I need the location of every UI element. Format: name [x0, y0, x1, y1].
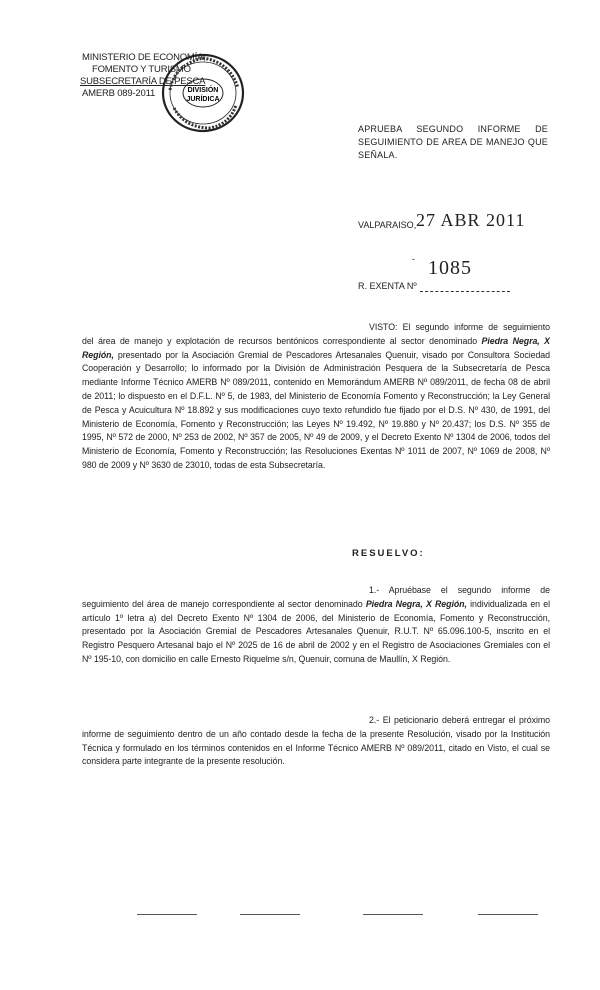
exenta-number: 1085: [428, 257, 472, 279]
item-2-text: 2.- El peticionario deberá entregar el próximo informe de seguimiento dentro de un año contado desde la fecha de la presente Resolución, visado por la Institución Técnica y formulado en los términos contenidos en el Informe Técnico AMERB Nº 089/2011, citado en Visto, el cual se considera parte integrante de la presente resolución.: [82, 715, 550, 767]
signature-line-3: [363, 914, 423, 915]
svg-text:DIVISIÓN: DIVISIÓN: [187, 87, 219, 94]
subsecretaria-line: SUBSECRETARÍA DE PESCA: [80, 76, 206, 87]
place-label: VALPARAISO,: [358, 220, 417, 230]
exenta-label: R. EXENTA Nº: [358, 281, 417, 291]
signature-line-1: [137, 914, 197, 915]
svg-text:JURÍDICA: JURÍDICA: [186, 96, 220, 103]
exenta-underline: [420, 291, 510, 292]
visto-text: El segundo informe de seguimiento del área de manejo y explotación de recursos bentónicos correspondiente al sector denominado: [82, 322, 550, 346]
date-stamp: 27 ABR 2011: [416, 210, 526, 230]
visto-tail: presentado por la Asociación Gremial de Pescadores Artesanales Quenuir, visado por Consultora Sociedad Cooperación y Desarrollo; lo informado por la División de Administración Pesquera de la Subsecretaría de Pesca mediante Informe Técnico AMERB Nº 089/2011, contenido en Memorándum AMERB Nº 089/2011, de fecha 08 de abril de 2011; lo dispuesto en el D.F.L. Nº 5, de 1983, del Ministerio de Economía Fomento y Reconstrucción; la Ley General de Pesca y Acuicultura Nº 18.892 y sus modificaciones cuyo texto refundido fue fijado por el D.S. Nº 430, de 1991, del Ministerio de Economía, Fomento y Reconstrucción; las Leyes Nº 19.492, Nº 19.880 y Nº 20.437; los D.S. Nº 355 de 1995, Nº 572 de 2000, Nº 253 de 2002, Nº 357 de 2005, Nº 49 de 2009, y el Decreto Exento Nº 1304 de 2006, todos del Ministerio de Economía, Fomento y Reconstrucción; las Resoluciones Exentas Nº 1011 de 2007, Nº 1069 de 2008, Nº 980 de 2009 y Nº 3630 de 23010, todas de esta Subsecretaría.: [82, 349, 550, 470]
visto-lead: VISTO:: [369, 322, 398, 332]
division-juridica-seal-icon: [160, 50, 246, 136]
date-mark: -: [412, 254, 415, 264]
item-2-paragraph: [82, 714, 550, 769]
visto-paragraph: [82, 321, 550, 473]
ministry-line: MINISTERIO DE ECONOMÍA,: [82, 52, 206, 63]
item-1-lead: 1.- Apruébase el segundo informe de seguimiento del área de manejo correspondiente al sector denominado: [82, 585, 550, 609]
resuelvo-heading: RESUELVO:: [352, 548, 425, 559]
visto-sector: Piedra Negra, X Región,: [82, 335, 550, 360]
signature-line-2: [240, 914, 300, 915]
item-1-tail: individualizada en el artículo 1º letra a) del Decreto Exento Nº 1304 de 2006, del Ministerio de Economía, Fomento y Reconstrucción, presentado por la Asociación Gremial de Pescadores Artesanales Quenuir, R.U.T. Nº 65.096.100-5, inscrito en el Registro Pesquero Artesanal bajo el Nº 2025 de 16 de abril de 2002 y en el Registro de Asociaciones Gremiales con el Nº 195-10, con domicilio en calle Ernesto Riquelme s/n, Quenuir, comuna de Maullín, X Región.: [82, 598, 550, 664]
item-1-sector: Piedra Negra, X Región,: [365, 598, 467, 609]
item-1-paragraph: [82, 584, 550, 667]
resolution-subject: APRUEBA SEGUNDO INFORME DE SEGUIMIENTO DE AREA DE MANEJO QUE SEÑALA.: [358, 124, 548, 160]
amerb-reference: AMERB 089-2011: [82, 88, 156, 99]
ministry-subline: FOMENTO Y TURISMO: [92, 64, 191, 75]
signature-line-4: [478, 914, 538, 915]
